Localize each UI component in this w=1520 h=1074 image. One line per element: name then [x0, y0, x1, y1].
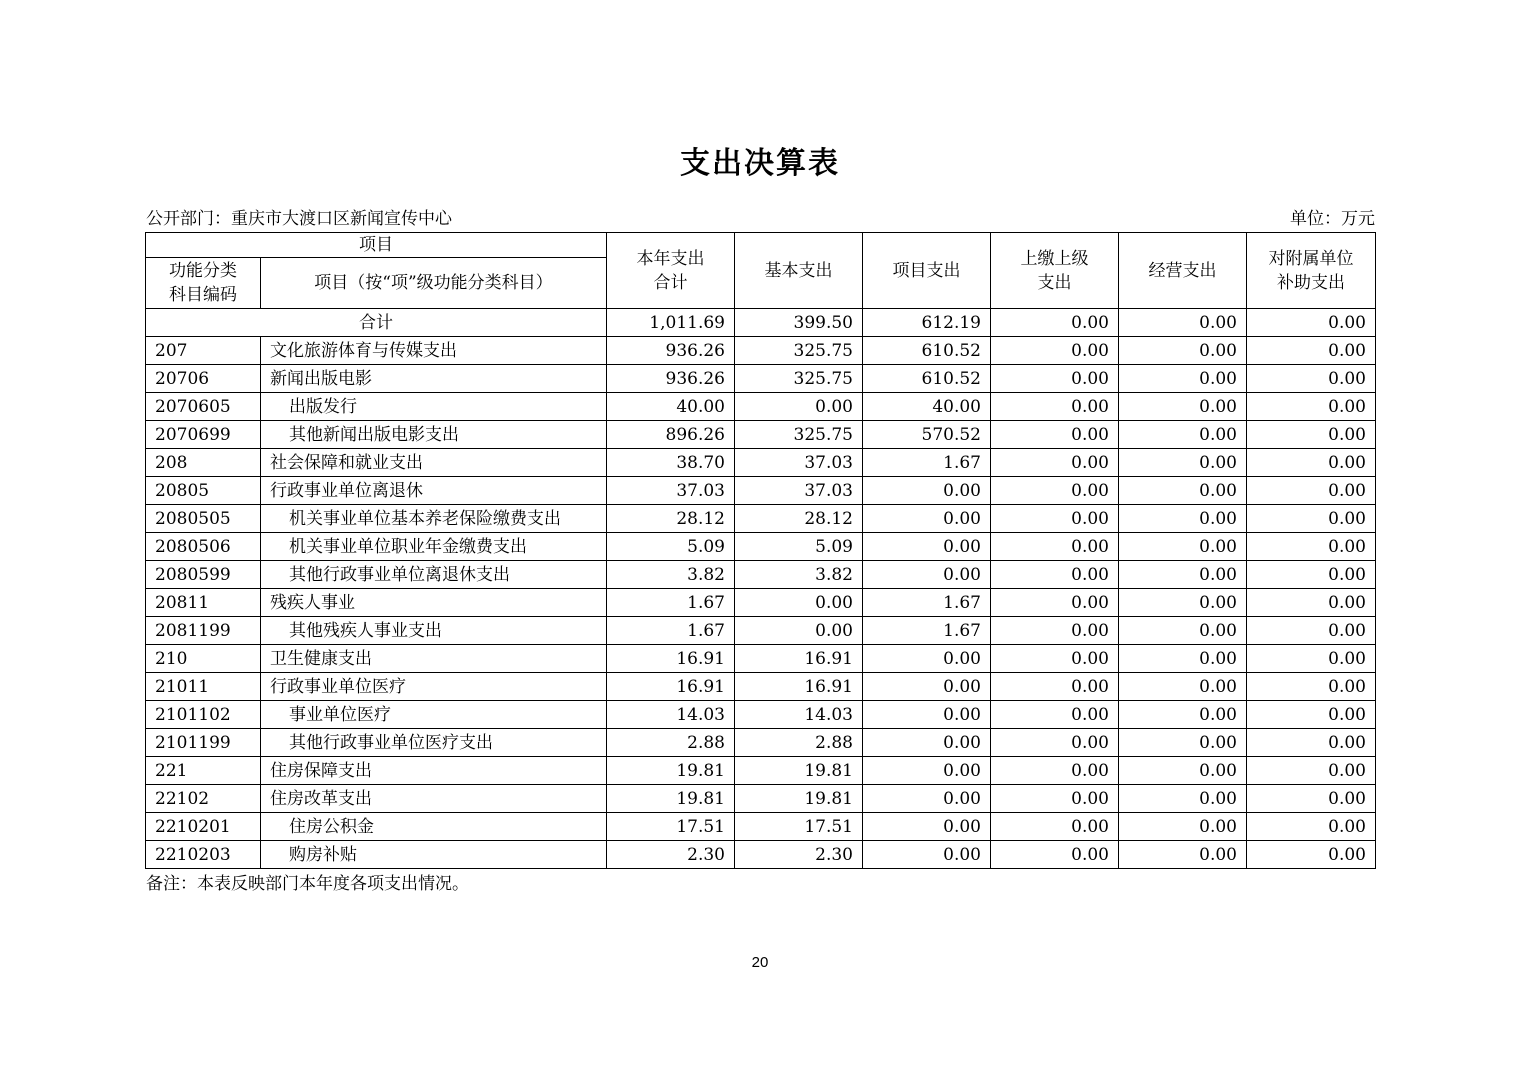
row-business: 0.00: [1119, 673, 1247, 701]
row-name: 住房公积金: [261, 813, 607, 841]
row-name: 其他行政事业单位离退休支出: [261, 561, 607, 589]
row-business: 0.00: [1119, 785, 1247, 813]
table-row: [146, 813, 1376, 841]
row-business: 0.00: [1119, 617, 1247, 645]
row-subsidy: 0.00: [1247, 757, 1376, 785]
unit-label: 单位：万元: [1290, 209, 1375, 229]
table-row: [146, 477, 1376, 505]
row-item: 0.00: [863, 841, 991, 869]
row-item: 1.67: [863, 589, 991, 617]
row-subsidy: 0.00: [1247, 561, 1376, 589]
row-name: 机关事业单位基本养老保险缴费支出: [261, 505, 607, 533]
row-upper: 0.00: [991, 337, 1119, 365]
total-row-label: 合计: [146, 309, 607, 337]
row-basic: 325.75: [735, 337, 863, 365]
row-code: 221: [146, 757, 261, 785]
row-business: 0.00: [1119, 701, 1247, 729]
row-code: 2070605: [146, 393, 261, 421]
page-title: 支出决算表: [680, 146, 840, 181]
row-business: 0.00: [1119, 841, 1247, 869]
row-total: 3.82: [607, 561, 735, 589]
row-item: 0.00: [863, 729, 991, 757]
row-basic: 16.91: [735, 645, 863, 673]
row-subsidy: 0.00: [1247, 393, 1376, 421]
total-row-business: 0.00: [1119, 309, 1247, 337]
row-basic: 19.81: [735, 757, 863, 785]
row-subsidy: 0.00: [1247, 701, 1376, 729]
row-upper: 0.00: [991, 393, 1119, 421]
row-total: 936.26: [607, 337, 735, 365]
row-basic: 37.03: [735, 449, 863, 477]
table-row: [146, 617, 1376, 645]
row-item: 0.00: [863, 757, 991, 785]
row-basic: 16.91: [735, 673, 863, 701]
total-row-total: 1,011.69: [607, 309, 735, 337]
row-code: 20706: [146, 365, 261, 393]
row-code: 20811: [146, 589, 261, 617]
row-total: 19.81: [607, 785, 735, 813]
row-code: 2070699: [146, 421, 261, 449]
row-basic: 19.81: [735, 785, 863, 813]
row-item: 610.52: [863, 365, 991, 393]
header-code: 功能分类 科目编码: [146, 258, 261, 309]
row-upper: 0.00: [991, 505, 1119, 533]
row-item: 0.00: [863, 813, 991, 841]
row-total: 37.03: [607, 477, 735, 505]
row-subsidy: 0.00: [1247, 673, 1376, 701]
row-basic: 3.82: [735, 561, 863, 589]
row-name: 住房改革支出: [261, 785, 607, 813]
row-item: 1.67: [863, 617, 991, 645]
row-basic: 37.03: [735, 477, 863, 505]
row-business: 0.00: [1119, 449, 1247, 477]
row-total: 19.81: [607, 757, 735, 785]
table-row: [146, 561, 1376, 589]
row-total: 2.30: [607, 841, 735, 869]
row-name: 出版发行: [261, 393, 607, 421]
department-label: 公开部门：重庆市大渡口区新闻宣传中心: [146, 209, 452, 229]
table-row: [146, 393, 1376, 421]
row-upper: 0.00: [991, 449, 1119, 477]
row-name: 其他行政事业单位医疗支出: [261, 729, 607, 757]
table-row: [146, 449, 1376, 477]
row-basic: 0.00: [735, 393, 863, 421]
row-business: 0.00: [1119, 477, 1247, 505]
row-item: 1.67: [863, 449, 991, 477]
row-code: 208: [146, 449, 261, 477]
row-total: 16.91: [607, 673, 735, 701]
row-item: 0.00: [863, 645, 991, 673]
table-row: [146, 337, 1376, 365]
total-row: [146, 309, 1376, 337]
header-subsidy: 对附属单位 补助支出: [1247, 233, 1376, 309]
row-subsidy: 0.00: [1247, 589, 1376, 617]
row-item: 0.00: [863, 477, 991, 505]
row-subsidy: 0.00: [1247, 533, 1376, 561]
row-upper: 0.00: [991, 645, 1119, 673]
row-subsidy: 0.00: [1247, 813, 1376, 841]
row-basic: 14.03: [735, 701, 863, 729]
row-name: 新闻出版电影: [261, 365, 607, 393]
row-upper: 0.00: [991, 365, 1119, 393]
row-subsidy: 0.00: [1247, 617, 1376, 645]
row-code: 2080599: [146, 561, 261, 589]
table-row: [146, 421, 1376, 449]
row-basic: 5.09: [735, 533, 863, 561]
row-business: 0.00: [1119, 337, 1247, 365]
row-business: 0.00: [1119, 757, 1247, 785]
header-item: 项目支出: [863, 233, 991, 309]
row-total: 896.26: [607, 421, 735, 449]
total-row-basic: 399.50: [735, 309, 863, 337]
row-name: 社会保障和就业支出: [261, 449, 607, 477]
row-code: 2210201: [146, 813, 261, 841]
row-name: 文化旅游体育与传媒支出: [261, 337, 607, 365]
row-total: 14.03: [607, 701, 735, 729]
header-project: 项目: [146, 233, 607, 258]
row-business: 0.00: [1119, 813, 1247, 841]
row-item: 0.00: [863, 561, 991, 589]
row-name: 机关事业单位职业年金缴费支出: [261, 533, 607, 561]
row-name: 住房保障支出: [261, 757, 607, 785]
table-row: [146, 841, 1376, 869]
row-upper: 0.00: [991, 477, 1119, 505]
row-code: 207: [146, 337, 261, 365]
row-total: 17.51: [607, 813, 735, 841]
row-business: 0.00: [1119, 561, 1247, 589]
row-subsidy: 0.00: [1247, 785, 1376, 813]
row-basic: 0.00: [735, 589, 863, 617]
header-basic: 基本支出: [735, 233, 863, 309]
expenditure-table: [145, 232, 1376, 869]
row-item: 610.52: [863, 337, 991, 365]
row-code: 2101199: [146, 729, 261, 757]
row-total: 16.91: [607, 645, 735, 673]
table-row: [146, 645, 1376, 673]
row-business: 0.00: [1119, 421, 1247, 449]
row-item: 0.00: [863, 785, 991, 813]
total-row-upper: 0.00: [991, 309, 1119, 337]
total-row-subsidy: 0.00: [1247, 309, 1376, 337]
row-upper: 0.00: [991, 757, 1119, 785]
row-total: 28.12: [607, 505, 735, 533]
row-total: 5.09: [607, 533, 735, 561]
row-subsidy: 0.00: [1247, 337, 1376, 365]
row-total: 40.00: [607, 393, 735, 421]
row-business: 0.00: [1119, 393, 1247, 421]
row-name: 残疾人事业: [261, 589, 607, 617]
row-subsidy: 0.00: [1247, 449, 1376, 477]
row-upper: 0.00: [991, 561, 1119, 589]
row-basic: 325.75: [735, 421, 863, 449]
row-upper: 0.00: [991, 841, 1119, 869]
row-upper: 0.00: [991, 785, 1119, 813]
row-upper: 0.00: [991, 617, 1119, 645]
header-name: 项目（按“项”级功能分类科目）: [261, 258, 607, 309]
row-subsidy: 0.00: [1247, 365, 1376, 393]
row-name: 其他残疾人事业支出: [261, 617, 607, 645]
row-code: 2210203: [146, 841, 261, 869]
row-code: 2080506: [146, 533, 261, 561]
table-row: [146, 673, 1376, 701]
row-basic: 28.12: [735, 505, 863, 533]
row-basic: 0.00: [735, 617, 863, 645]
row-basic: 2.30: [735, 841, 863, 869]
row-code: 20805: [146, 477, 261, 505]
row-item: 0.00: [863, 533, 991, 561]
row-business: 0.00: [1119, 365, 1247, 393]
row-total: 1.67: [607, 617, 735, 645]
table-row: [146, 729, 1376, 757]
row-upper: 0.00: [991, 673, 1119, 701]
row-subsidy: 0.00: [1247, 505, 1376, 533]
table-row: [146, 757, 1376, 785]
row-business: 0.00: [1119, 645, 1247, 673]
row-code: 2080505: [146, 505, 261, 533]
row-item: 0.00: [863, 505, 991, 533]
row-name: 其他新闻出版电影支出: [261, 421, 607, 449]
row-item: 570.52: [863, 421, 991, 449]
row-upper: 0.00: [991, 589, 1119, 617]
row-basic: 325.75: [735, 365, 863, 393]
row-subsidy: 0.00: [1247, 645, 1376, 673]
table-row: [146, 533, 1376, 561]
row-business: 0.00: [1119, 505, 1247, 533]
row-code: 22102: [146, 785, 261, 813]
footnote: 备注：本表反映部门本年度各项支出情况。: [146, 874, 469, 894]
table-row: [146, 701, 1376, 729]
header-upper: 上缴上级 支出: [991, 233, 1119, 309]
row-name: 卫生健康支出: [261, 645, 607, 673]
row-code: 2101102: [146, 701, 261, 729]
row-basic: 2.88: [735, 729, 863, 757]
row-upper: 0.00: [991, 421, 1119, 449]
table-row: [146, 365, 1376, 393]
row-item: 40.00: [863, 393, 991, 421]
row-upper: 0.00: [991, 813, 1119, 841]
row-business: 0.00: [1119, 533, 1247, 561]
total-row-item: 612.19: [863, 309, 991, 337]
row-code: 2081199: [146, 617, 261, 645]
row-name: 购房补贴: [261, 841, 607, 869]
row-basic: 17.51: [735, 813, 863, 841]
row-subsidy: 0.00: [1247, 841, 1376, 869]
row-subsidy: 0.00: [1247, 477, 1376, 505]
table-row: [146, 589, 1376, 617]
row-total: 38.70: [607, 449, 735, 477]
row-name: 行政事业单位离退休: [261, 477, 607, 505]
page-number: 20: [751, 954, 769, 971]
row-upper: 0.00: [991, 533, 1119, 561]
row-upper: 0.00: [991, 701, 1119, 729]
row-item: 0.00: [863, 673, 991, 701]
row-subsidy: 0.00: [1247, 421, 1376, 449]
row-upper: 0.00: [991, 729, 1119, 757]
row-subsidy: 0.00: [1247, 729, 1376, 757]
header-total: 本年支出 合计: [607, 233, 735, 309]
row-business: 0.00: [1119, 729, 1247, 757]
row-total: 1.67: [607, 589, 735, 617]
row-total: 2.88: [607, 729, 735, 757]
table-body: [146, 309, 1376, 869]
row-code: 210: [146, 645, 261, 673]
row-business: 0.00: [1119, 589, 1247, 617]
header-business: 经营支出: [1119, 233, 1247, 309]
row-item: 0.00: [863, 701, 991, 729]
row-name: 行政事业单位医疗: [261, 673, 607, 701]
table-row: [146, 785, 1376, 813]
row-total: 936.26: [607, 365, 735, 393]
row-code: 21011: [146, 673, 261, 701]
row-name: 事业单位医疗: [261, 701, 607, 729]
table-row: [146, 505, 1376, 533]
